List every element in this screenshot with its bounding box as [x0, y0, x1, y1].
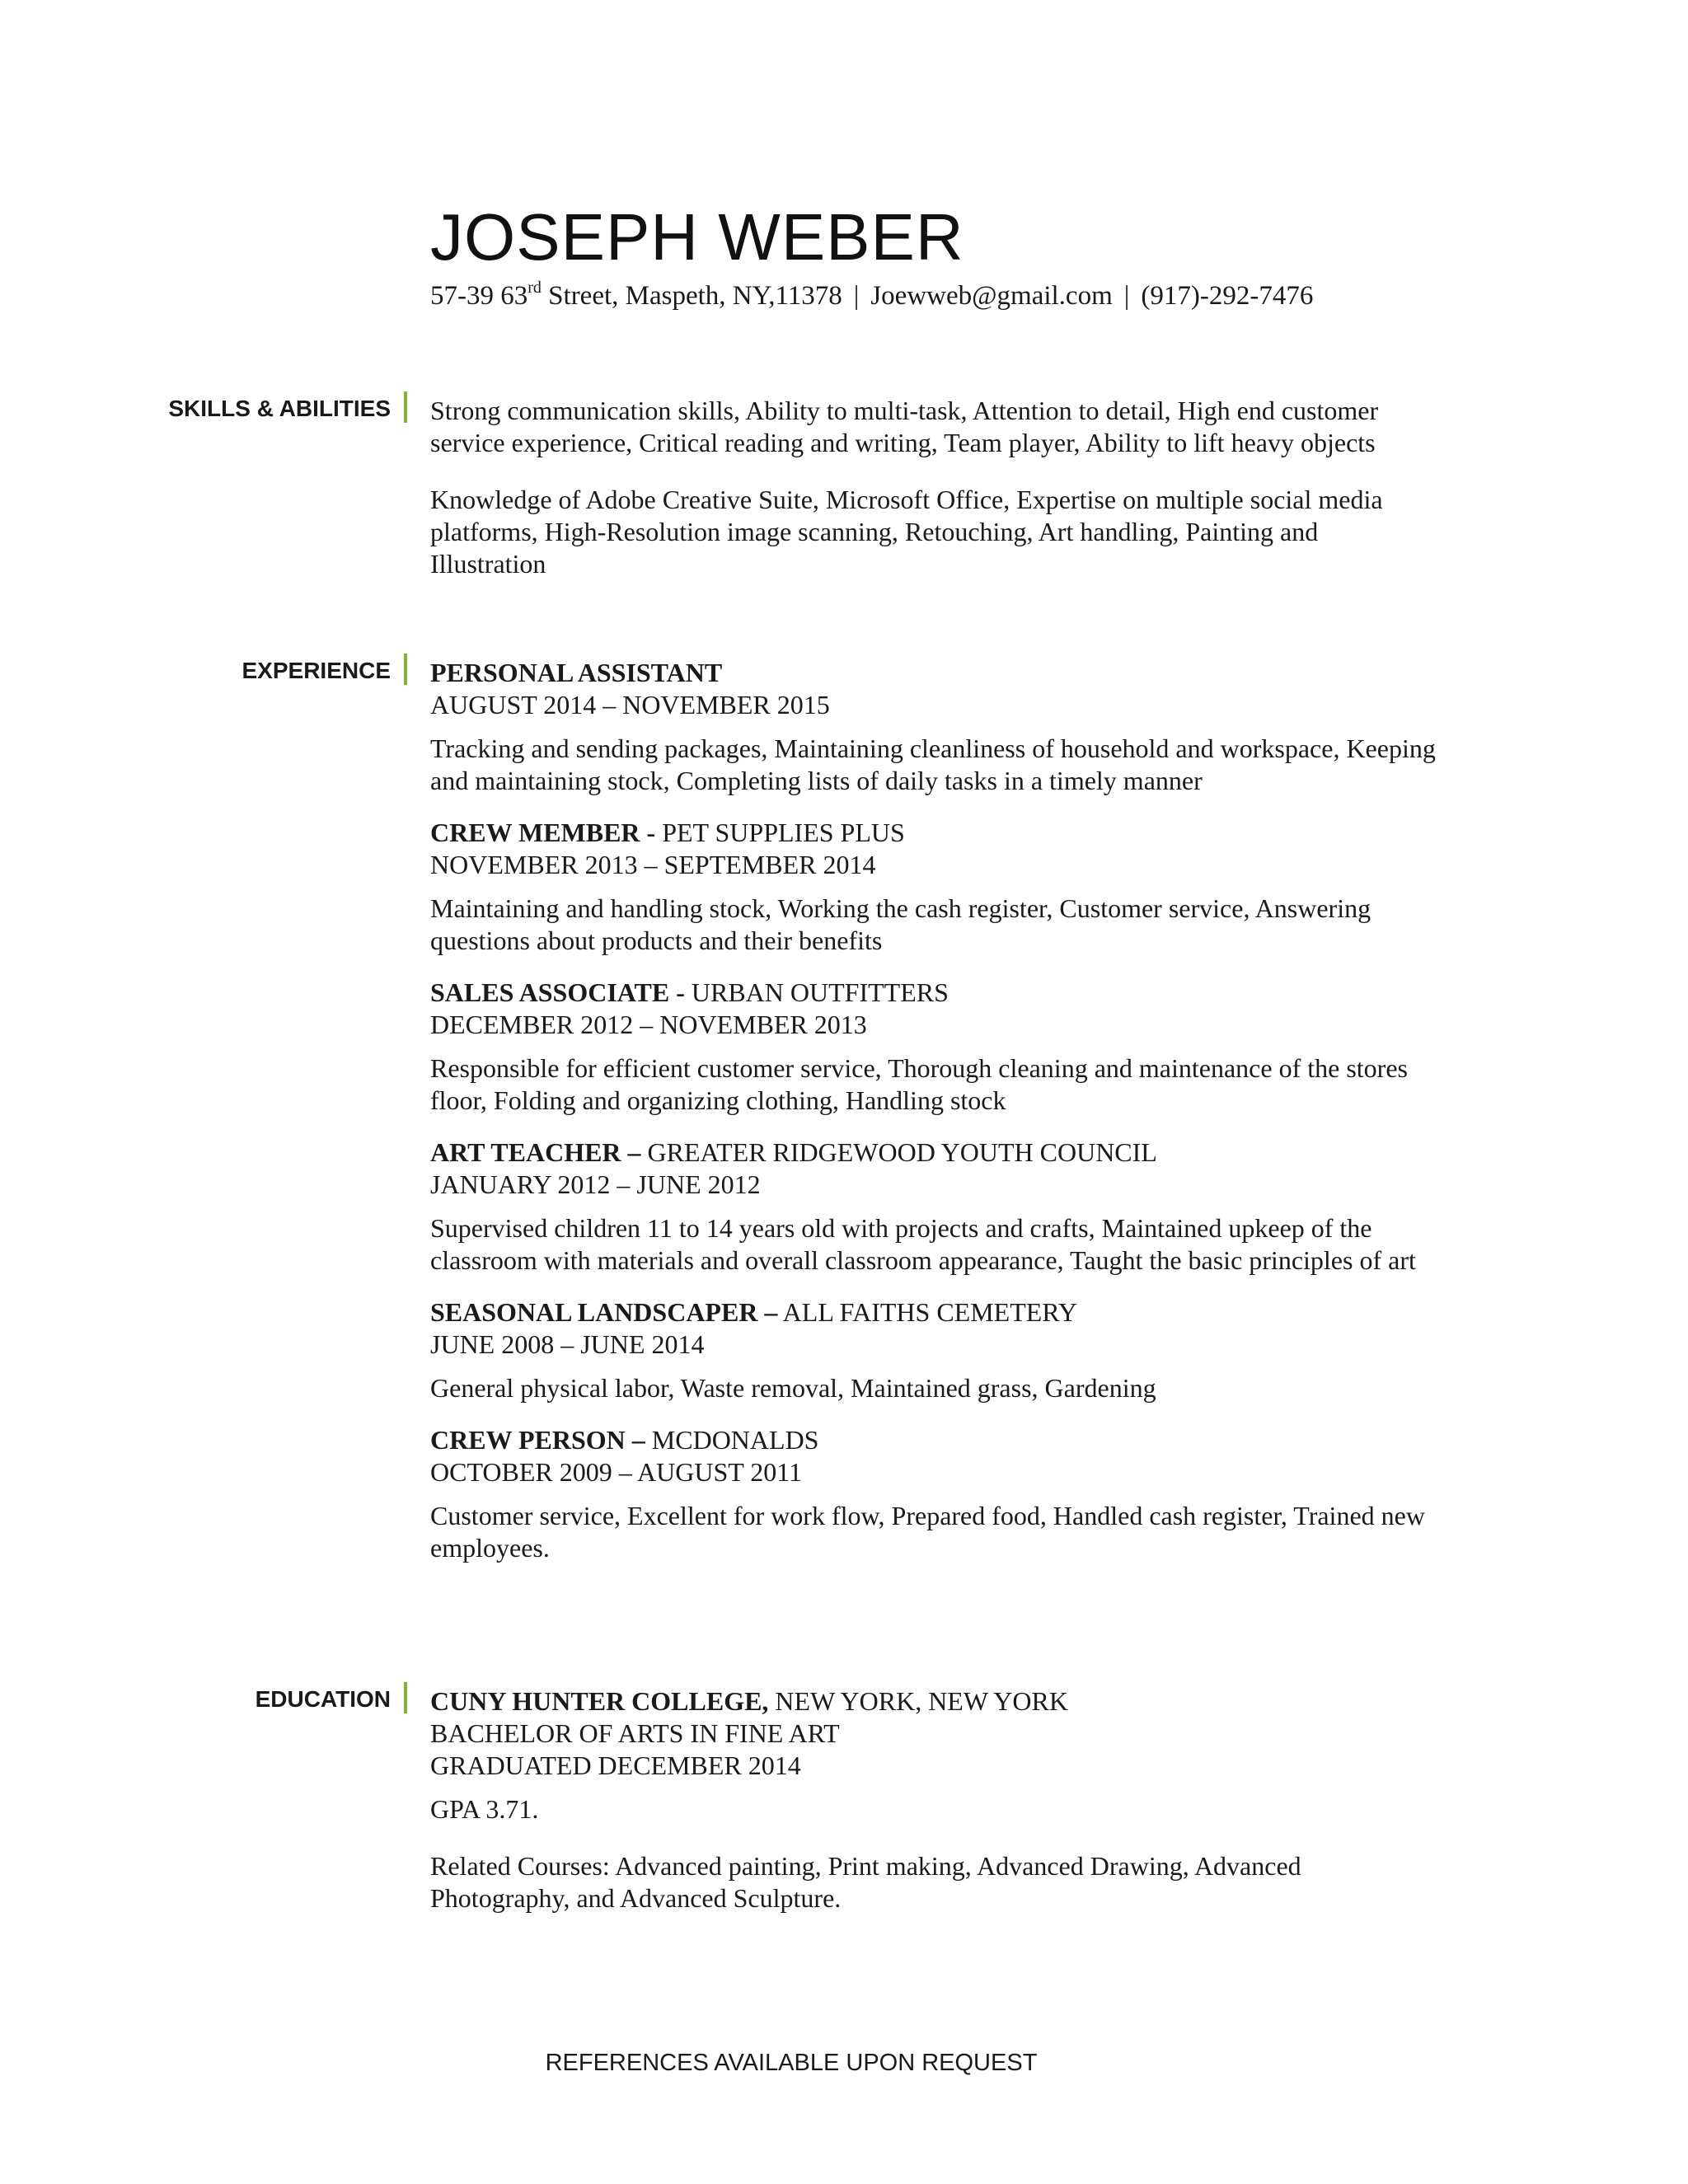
education-graduated: GRADUATED DECEMBER 2014 — [430, 1750, 801, 1780]
education-location: NEW YORK, NEW YORK — [768, 1686, 1068, 1716]
job-entry — [430, 1424, 1436, 1564]
job-entry — [430, 1296, 1436, 1404]
skills-body — [430, 395, 1436, 593]
skills-accent-bar — [404, 391, 407, 423]
job-dates: AUGUST 2014 – NOVEMBER 2015 — [430, 690, 830, 719]
job-title-line — [430, 977, 1436, 1009]
references-note: REFERENCES AVAILABLE UPON REQUEST — [545, 2050, 1038, 2076]
education-body — [430, 1685, 1436, 1928]
job-title: SEASONAL LANDSCAPER – — [430, 1297, 778, 1327]
education-degree: BACHELOR OF ARTS IN FINE ART — [430, 1718, 840, 1748]
job-dates: JUNE 2008 – JUNE 2014 — [430, 1329, 705, 1359]
skills-paragraph: Strong communication skills, Ability to multi-task, Attention to detail, High end customer service experience, Critical reading and writing, Team player, Ability to lift heavy objects — [430, 396, 1379, 457]
contact-separator: | — [1123, 281, 1130, 311]
education-accent-bar — [404, 1682, 407, 1713]
skills-heading: SKILLS & ABILITIES — [168, 396, 391, 421]
job-entry — [430, 1137, 1436, 1277]
contact-phone: (917)-292-7476 — [1141, 281, 1314, 311]
skills-paragraph: Knowledge of Adobe Creative Suite, Microsoft Office, Expertise on multiple social media platforms, High-Resolution image scanning, Retouching, Art handling, Painting and Illustration — [430, 485, 1383, 579]
job-dates: OCTOBER 2009 – AUGUST 2011 — [430, 1457, 803, 1487]
education-gpa: GPA 3.71. — [430, 1794, 539, 1824]
job-employer: URBAN OUTFITTERS — [684, 977, 949, 1007]
address-ordinal: rd — [528, 279, 542, 297]
education-school-line — [430, 1685, 1436, 1718]
education-heading: EDUCATION — [255, 1686, 391, 1712]
job-description: Tracking and sending packages, Maintaining cleanliness of household and workspace, Keeping and maintaining stock, Completing lists of daily tasks in a timely manner — [430, 733, 1436, 795]
job-description: Supervised children 11 to 14 years old with projects and crafts, Maintained upkeep of the classroom with materials and overall classroom appearance, Taught the basic principles of art — [430, 1213, 1416, 1275]
job-description: General physical labor, Waste removal, Maintained grass, Gardening — [430, 1373, 1156, 1403]
experience-accent-bar — [404, 654, 407, 685]
job-title: PERSONAL ASSISTANT — [430, 658, 723, 687]
candidate-name: JOSEPH WEBER — [430, 200, 964, 274]
contact-separator: | — [853, 281, 860, 311]
job-title-line — [430, 1296, 1436, 1329]
job-employer: ALL FAITHS CEMETERY — [777, 1297, 1077, 1327]
experience-body — [430, 657, 1436, 1577]
education-courses: Related Courses: Advanced painting, Print making, Advanced Drawing, Advanced Photography, and Advanced Sculpture. — [430, 1851, 1301, 1913]
experience-heading: EXPERIENCE — [241, 658, 391, 683]
job-dates: NOVEMBER 2013 – SEPTEMBER 2014 — [430, 850, 876, 879]
address-number: 57-39 63 — [430, 281, 528, 311]
job-dates: DECEMBER 2012 – NOVEMBER 2013 — [430, 1010, 867, 1039]
job-title-line — [430, 657, 1436, 689]
job-title: SALES ASSOCIATE - — [430, 977, 685, 1007]
job-entry — [430, 977, 1436, 1117]
job-title-line — [430, 817, 1436, 849]
job-title: ART TEACHER – — [430, 1137, 641, 1167]
job-title: CREW PERSON – — [430, 1425, 645, 1455]
job-employer: GREATER RIDGEWOOD YOUTH COUNCIL — [640, 1137, 1157, 1167]
contact-line — [430, 280, 1313, 313]
job-description: Responsible for efficient customer service, Thorough cleaning and maintenance of the stores floor, Folding and organizing clothing, Handling stock — [430, 1053, 1408, 1115]
job-title-line — [430, 1424, 1436, 1456]
job-dates: JANUARY 2012 – JUNE 2012 — [430, 1169, 761, 1199]
contact-email: Joewweb@gmail.com — [870, 281, 1113, 311]
job-employer: MCDONALDS — [645, 1425, 819, 1455]
job-employer: PET SUPPLIES PLUS — [655, 818, 905, 847]
job-entry — [430, 817, 1436, 957]
job-entry — [430, 657, 1436, 797]
job-title: CREW MEMBER - — [430, 818, 656, 847]
job-title-line — [430, 1137, 1436, 1169]
address-street: Street, Maspeth, NY,11378 — [541, 281, 842, 311]
job-description: Maintaining and handling stock, Working the cash register, Customer service, Answering questions about products and their benefits — [430, 893, 1372, 955]
education-school: CUNY HUNTER COLLEGE, — [430, 1686, 769, 1716]
job-description: Customer service, Excellent for work flow, Prepared food, Handled cash register, Trained new employees. — [430, 1501, 1425, 1563]
